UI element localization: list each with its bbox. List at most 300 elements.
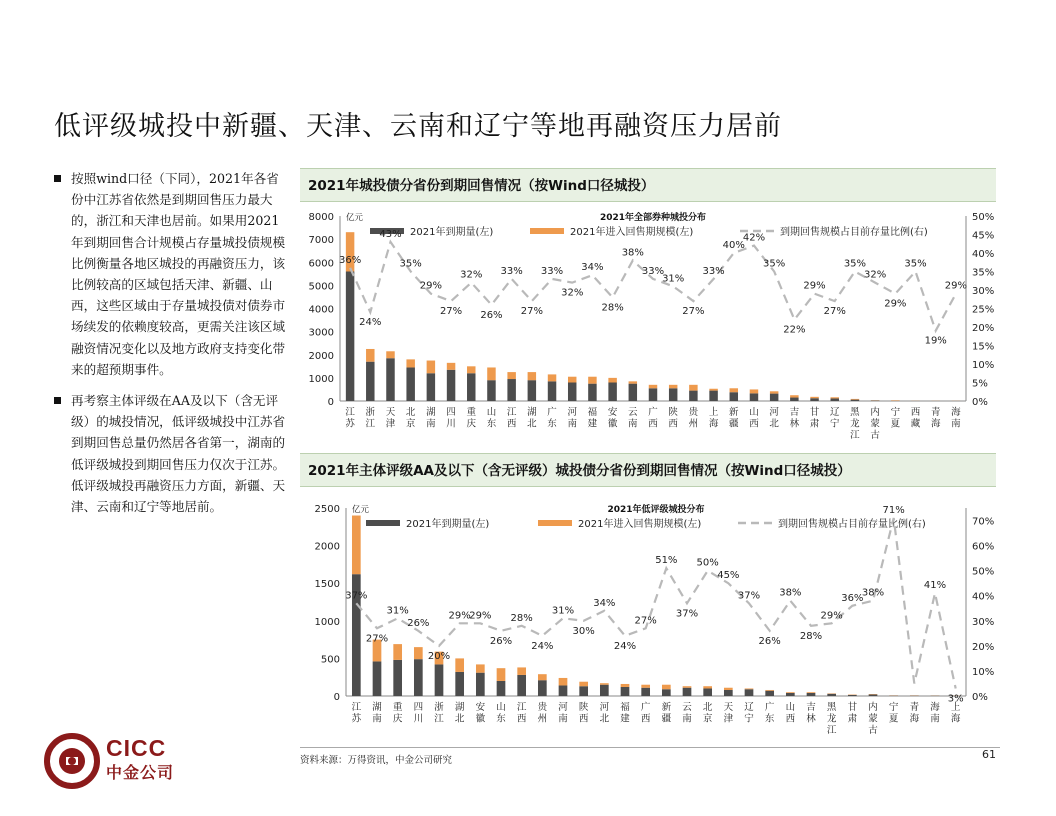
bar-put — [703, 686, 712, 688]
y-left-tick-label: 7000 — [308, 235, 334, 247]
x-category-label: 湖 — [527, 407, 537, 418]
bar-put — [689, 385, 697, 391]
bar-put — [683, 686, 692, 688]
bar-due — [406, 367, 414, 401]
x-category-label: 北 — [702, 702, 713, 713]
x-category-label: 东 — [547, 418, 557, 430]
ratio-data-label: 27% — [520, 306, 543, 318]
bar-due — [827, 694, 836, 696]
x-category-label: 北 — [405, 407, 416, 418]
bar-put — [649, 385, 657, 388]
y-right-tick-label: 5% — [972, 378, 988, 390]
ratio-data-label: 19% — [924, 335, 947, 347]
x-category-label: 庆 — [392, 713, 403, 725]
y-right-tick-label: 0% — [972, 692, 988, 703]
logo-text-cn: 中金公司 — [106, 763, 175, 782]
bar-due — [730, 392, 738, 401]
x-category-label: 浙 — [434, 702, 444, 713]
ratio-data-label: 33% — [702, 265, 725, 277]
square-bullet-icon — [54, 397, 61, 404]
bar-put — [730, 388, 738, 392]
bar-put — [810, 397, 818, 398]
x-category-label: 西 — [648, 418, 658, 430]
x-category-label: 南 — [372, 713, 382, 725]
ratio-data-label: 22% — [783, 324, 806, 336]
bar-due — [724, 690, 733, 696]
bar-due — [366, 362, 374, 401]
x-category-label: 西 — [668, 418, 678, 430]
x-category-label: 建 — [620, 713, 630, 725]
bar-put — [641, 685, 650, 688]
bar-put — [528, 372, 536, 380]
bar-put — [669, 385, 677, 388]
bar-put — [393, 644, 402, 660]
x-category-label: 浙 — [365, 407, 376, 418]
x-category-label: 海 — [950, 713, 961, 725]
x-category-label: 青 — [909, 702, 920, 713]
x-category-label: 疆 — [729, 418, 739, 430]
bar-due — [669, 388, 677, 401]
x-category-label: 南 — [426, 418, 436, 430]
x-category-label: 海 — [930, 418, 941, 430]
bullet-text: 再考察主体评级在AA及以下（含无评级）的城投情况，低评级城投中江苏省到期回售总量仍然居各省第一，湖南的低评级城投到期回售压力仅次于江苏。低评级城投再融资压力方面，新疆、天津、云南和辽宁等地居前。 — [71, 393, 286, 515]
y-left-tick-label: 500 — [320, 654, 340, 666]
x-category-label: 安 — [607, 407, 618, 418]
x-category-label: 古 — [868, 725, 878, 736]
x-category-label: 内 — [868, 702, 878, 713]
bar-due — [786, 693, 795, 696]
bar-due — [703, 688, 712, 696]
bar-due — [455, 672, 464, 696]
footer-divider — [300, 747, 1000, 748]
x-category-label: 福 — [620, 702, 630, 713]
bar-due — [641, 688, 650, 696]
x-category-label: 京 — [702, 713, 713, 725]
ratio-data-label: 35% — [904, 258, 927, 270]
ratio-data-label: 27% — [634, 615, 657, 627]
bar-due — [476, 673, 485, 696]
x-category-label: 南 — [558, 713, 568, 725]
x-category-label: 海 — [708, 418, 719, 430]
x-category-label: 新 — [729, 407, 739, 418]
bar-due — [765, 691, 774, 696]
y-right-tick-label: 50% — [972, 212, 995, 223]
bar-due — [528, 380, 536, 401]
ratio-data-label: 35% — [399, 258, 422, 270]
bar-put — [851, 399, 859, 400]
y-right-tick-label: 40% — [972, 591, 995, 603]
x-category-label: 山 — [749, 407, 759, 418]
bar-put — [786, 692, 795, 693]
x-category-label: 建 — [587, 418, 598, 430]
x-category-label: 蒙 — [868, 713, 878, 725]
y-right-tick-label: 30% — [972, 286, 995, 297]
legend-label-due: 2021年到期量(左) — [410, 227, 494, 238]
ratio-data-label: 29% — [419, 280, 442, 292]
bar-put — [588, 377, 596, 384]
ratio-data-label: 33% — [641, 265, 665, 277]
bar-put — [414, 647, 423, 659]
ratio-data-label: 36% — [841, 592, 864, 604]
bar-put — [608, 378, 616, 383]
bar-put — [497, 668, 506, 681]
bar-due — [568, 383, 576, 402]
x-category-label: 林 — [806, 713, 816, 725]
bar-due — [869, 694, 878, 696]
x-category-label: 河 — [769, 407, 779, 418]
x-category-label: 江 — [826, 725, 837, 736]
bar-put — [352, 516, 361, 575]
x-category-label: 西 — [506, 418, 517, 430]
ratio-data-label: 28% — [799, 630, 823, 642]
bar-due — [831, 398, 839, 401]
bar-due — [414, 659, 423, 696]
x-category-label: 西 — [910, 407, 921, 418]
x-category-label: 蒙 — [870, 418, 880, 430]
ratio-data-label: 29% — [820, 610, 843, 622]
x-category-label: 黑 — [850, 407, 860, 418]
x-category-label: 藏 — [910, 418, 921, 430]
ratio-data-label: 29% — [803, 280, 826, 292]
legend-swatch-put — [538, 520, 572, 526]
y-left-tick-label: 0 — [333, 692, 340, 703]
x-category-label: 四 — [413, 702, 424, 713]
bar-put — [724, 688, 733, 690]
x-category-label: 疆 — [661, 713, 672, 725]
x-category-label: 南 — [567, 418, 577, 430]
ratio-data-label: 30% — [572, 625, 595, 637]
bar-put — [406, 359, 414, 367]
bar-due — [346, 272, 354, 402]
bar-put — [600, 683, 609, 685]
bar-due — [487, 380, 495, 401]
bar-due — [709, 391, 717, 401]
ratio-data-label: 34% — [581, 262, 604, 274]
bar-due — [851, 400, 859, 401]
bar-put — [579, 682, 588, 687]
x-category-label: 吉 — [789, 407, 800, 418]
x-category-label: 陕 — [668, 407, 678, 418]
bar-put — [366, 349, 374, 362]
legend-swatch-due — [366, 520, 400, 526]
bar-put — [629, 381, 637, 383]
y-left-tick-label: 1000 — [314, 616, 340, 628]
ratio-data-label: 3% — [947, 693, 964, 705]
x-category-label: 新 — [661, 702, 672, 713]
x-category-label: 肃 — [809, 418, 820, 430]
bar-put — [427, 361, 435, 374]
ratio-data-label: 27% — [823, 306, 846, 318]
page-title: 低评级城投中新疆、天津、云南和辽宁等地再融资压力居前 — [54, 111, 782, 142]
bar-due — [559, 685, 568, 696]
ratio-data-label: 27% — [682, 306, 705, 318]
bar-due — [810, 398, 818, 401]
x-category-label: 山 — [486, 407, 497, 418]
bar-due — [848, 695, 857, 696]
bar-due — [386, 358, 394, 401]
x-category-label: 川 — [446, 418, 456, 430]
x-category-label: 上 — [950, 702, 961, 713]
y-right-tick-label: 20% — [972, 641, 995, 653]
y-left-tick-label: 1000 — [308, 373, 334, 385]
x-category-label: 北 — [599, 713, 610, 725]
bar-due — [538, 680, 547, 696]
x-category-label: 黑 — [826, 702, 837, 713]
x-category-label: 徽 — [607, 418, 618, 430]
ratio-data-label: 31% — [551, 605, 575, 617]
bar-put — [517, 667, 526, 675]
bar-put — [467, 366, 475, 373]
y-right-tick-label: 60% — [972, 541, 995, 553]
bar-put — [487, 367, 495, 380]
ratio-data-label: 37% — [345, 590, 368, 602]
legend-label-ratio: 到期回售规模占目前存量比例(右) — [780, 227, 928, 238]
x-category-label: 上 — [708, 407, 719, 418]
x-category-label: 宁 — [829, 418, 840, 430]
x-category-label: 河 — [599, 702, 610, 713]
bar-due — [548, 381, 556, 401]
bullet-item — [54, 390, 286, 517]
x-category-label: 河 — [558, 702, 568, 713]
bar-due — [649, 388, 657, 401]
ratio-line — [356, 518, 955, 689]
x-category-label: 南 — [628, 418, 638, 430]
bar-due — [517, 675, 526, 696]
x-category-label: 海 — [951, 407, 961, 418]
y-left-tick-label: 3000 — [308, 327, 334, 339]
bar-due — [497, 681, 506, 696]
x-category-label: 河 — [567, 407, 577, 418]
y-left-tick-label: 2000 — [314, 541, 340, 553]
x-category-label: 湖 — [454, 702, 465, 713]
x-category-label: 宁 — [888, 702, 899, 713]
ratio-data-label: 50% — [696, 557, 719, 569]
x-category-label: 内 — [870, 407, 880, 418]
bar-put — [770, 391, 778, 393]
ratio-data-label: 26% — [407, 617, 430, 629]
ratio-data-label: 32% — [864, 269, 887, 281]
legend-label-put: 2021年进入回售期规模(左) — [578, 519, 702, 530]
ratio-data-label: 43% — [379, 228, 402, 240]
y-left-tick-label: 4000 — [308, 304, 334, 316]
x-category-label: 云 — [628, 407, 638, 418]
x-category-label: 林 — [789, 418, 800, 430]
x-category-label: 山 — [496, 702, 506, 713]
logo-text-en: CICC — [106, 735, 167, 761]
x-category-label: 江 — [365, 418, 376, 430]
bar-put — [507, 372, 515, 379]
bar-put — [538, 674, 547, 680]
ratio-data-label: 29% — [944, 280, 968, 292]
x-category-label: 宁 — [890, 407, 901, 418]
x-category-label: 夏 — [888, 713, 899, 725]
x-category-label: 山 — [785, 702, 796, 713]
ratio-data-label: 29% — [884, 298, 907, 310]
x-category-label: 湖 — [426, 407, 436, 418]
y-right-tick-label: 35% — [972, 267, 995, 279]
ratio-data-label: 38% — [779, 587, 802, 599]
bar-due — [621, 687, 630, 696]
x-category-label: 徽 — [475, 713, 486, 725]
ratio-data-label: 40% — [722, 240, 745, 251]
y-right-tick-label: 20% — [972, 323, 995, 334]
x-category-label: 重 — [392, 702, 403, 713]
x-category-label: 西 — [749, 418, 759, 430]
y-right-tick-label: 40% — [972, 249, 995, 260]
ratio-data-label: 26% — [480, 309, 503, 321]
x-category-label: 东 — [764, 713, 775, 725]
x-category-label: 龙 — [826, 713, 837, 725]
bar-due — [689, 391, 697, 401]
x-category-label: 辽 — [744, 702, 754, 713]
x-category-label: 苏 — [345, 418, 355, 430]
ratio-data-label: 24% — [359, 317, 382, 329]
x-category-label: 广 — [547, 407, 557, 418]
x-category-label: 四 — [446, 407, 456, 418]
ratio-data-label: 28% — [601, 302, 624, 314]
x-category-label: 古 — [870, 430, 880, 441]
unit-label: 亿元 — [346, 213, 364, 223]
y-left-tick-label: 5000 — [308, 281, 334, 293]
x-category-label: 龙 — [850, 418, 860, 430]
bar-due — [662, 689, 671, 696]
bullet-text: 按照wind口径（下同），2021年各省份中江苏省依然是到期回售压力最大的，浙江和天津也居前。如果用2021年到期回售合计规模占存量城投债规模比例衡量各地区城投的再融资压力，该比例较高的区域包括天津、新疆、山西，这些区域由于存量城投债对债券市场续发的依赖度较高，更需关注该区域融资情况变化以及地方政府支持变化带来的超预期事件。 — [71, 171, 286, 377]
bar-due — [790, 398, 798, 401]
x-category-label: 湖 — [372, 702, 382, 713]
x-category-label: 北 — [769, 418, 779, 430]
x-category-label: 甘 — [809, 407, 820, 418]
x-category-label: 云 — [682, 702, 692, 713]
y-left-tick-label: 0 — [327, 397, 334, 408]
y-right-tick-label: 10% — [972, 360, 995, 371]
bar-due — [373, 661, 382, 696]
x-category-label: 西 — [578, 713, 589, 725]
ratio-data-label: 36% — [338, 254, 362, 266]
ratio-data-label: 34% — [593, 597, 616, 609]
ratio-data-label: 33% — [540, 265, 564, 277]
x-category-label: 津 — [385, 418, 396, 430]
x-category-label: 西 — [640, 713, 651, 725]
bar-put — [476, 664, 485, 672]
x-category-label: 西 — [785, 713, 796, 725]
y-left-tick-label: 8000 — [308, 212, 334, 223]
chart2-caption: 2021年主体评级AA及以下（含无评级）城投债分省份到期回售情况（按Wind口径城投） — [300, 453, 996, 487]
bar-due — [683, 688, 692, 696]
bar-put — [548, 374, 556, 381]
x-category-label: 甘 — [847, 702, 858, 713]
ratio-data-label: 28% — [510, 612, 533, 624]
x-category-label: 辽 — [829, 407, 840, 418]
bar-due — [588, 384, 596, 401]
bar-due — [600, 685, 609, 696]
bar-due — [507, 379, 515, 401]
y-left-tick-label: 1500 — [314, 579, 340, 591]
x-category-label: 川 — [413, 713, 424, 725]
ratio-data-label: 24% — [613, 640, 637, 652]
y-right-tick-label: 70% — [972, 516, 995, 528]
x-category-label: 贵 — [537, 702, 548, 713]
x-category-label: 宁 — [744, 713, 754, 725]
ratio-data-label: 71% — [882, 505, 905, 517]
x-category-label: 广 — [648, 407, 658, 418]
x-category-label: 夏 — [890, 418, 901, 430]
ratio-data-label: 26% — [758, 635, 781, 647]
bar-due — [608, 383, 616, 402]
x-category-label: 北 — [454, 713, 465, 725]
ratio-data-label: 31% — [386, 605, 409, 617]
bar-put — [831, 397, 839, 398]
ratio-data-label: 27% — [439, 306, 463, 318]
bar-due — [393, 660, 402, 696]
ratio-data-label: 37% — [675, 608, 699, 620]
bullet-list — [54, 168, 286, 527]
ratio-data-label: 31% — [662, 273, 685, 285]
x-category-label: 京 — [405, 418, 416, 430]
x-category-label: 州 — [537, 713, 548, 725]
bar-put — [790, 395, 798, 397]
ratio-data-label: 41% — [923, 580, 947, 592]
x-category-label: 江 — [506, 407, 517, 418]
bar-put — [568, 377, 576, 383]
x-category-label: 南 — [682, 713, 692, 725]
bar-due — [750, 393, 758, 401]
bar-due — [435, 664, 444, 696]
x-category-label: 南 — [951, 418, 961, 430]
y-right-tick-label: 0% — [972, 397, 988, 408]
bar-due — [629, 384, 637, 401]
legend-label-put: 2021年进入回售期规模(左) — [570, 227, 694, 238]
legend-swatch-put — [530, 228, 564, 234]
ratio-data-label: 26% — [489, 635, 513, 647]
ratio-data-label: 33% — [500, 265, 523, 277]
ratio-data-label: 51% — [655, 555, 678, 567]
x-category-label: 天 — [385, 407, 396, 418]
cicc-logo-icon — [44, 733, 102, 789]
x-category-label: 庆 — [466, 418, 477, 430]
x-category-label: 江 — [434, 713, 444, 725]
bar-put — [745, 688, 754, 689]
bar-put — [807, 692, 816, 693]
chart1-caption: 2021年城投债分省份到期回售情况（按Wind口径城投） — [300, 168, 996, 202]
bar-put — [559, 678, 568, 686]
x-category-label: 苏 — [351, 713, 362, 725]
source-note: 资料来源：万得资讯，中金公司研究 — [300, 755, 453, 766]
ratio-data-label: 38% — [861, 587, 885, 599]
x-category-label: 北 — [527, 418, 537, 430]
chart-inner-title: 2021年低评级城投分布 — [607, 505, 705, 515]
ratio-data-label: 29% — [469, 610, 492, 622]
ratio-data-label: 32% — [561, 287, 584, 299]
ratio-data-label: 38% — [621, 247, 644, 259]
y-right-tick-label: 30% — [972, 616, 995, 628]
bar-put — [621, 684, 630, 687]
unit-label: 亿元 — [352, 505, 370, 515]
bar-due — [807, 693, 816, 696]
bar-due — [467, 373, 475, 401]
y-right-tick-label: 15% — [972, 341, 995, 353]
x-category-label: 陕 — [578, 702, 589, 713]
ratio-data-label: 29% — [448, 610, 471, 622]
bar-due — [745, 689, 754, 696]
x-category-label: 南 — [930, 713, 940, 725]
x-category-label: 东 — [486, 418, 497, 430]
bar-due — [447, 370, 455, 401]
x-category-label: 江 — [850, 430, 860, 441]
bullet-item — [54, 168, 286, 380]
y-left-tick-label: 6000 — [308, 258, 334, 270]
bar-put — [386, 351, 394, 358]
x-category-label: 江 — [345, 407, 355, 418]
